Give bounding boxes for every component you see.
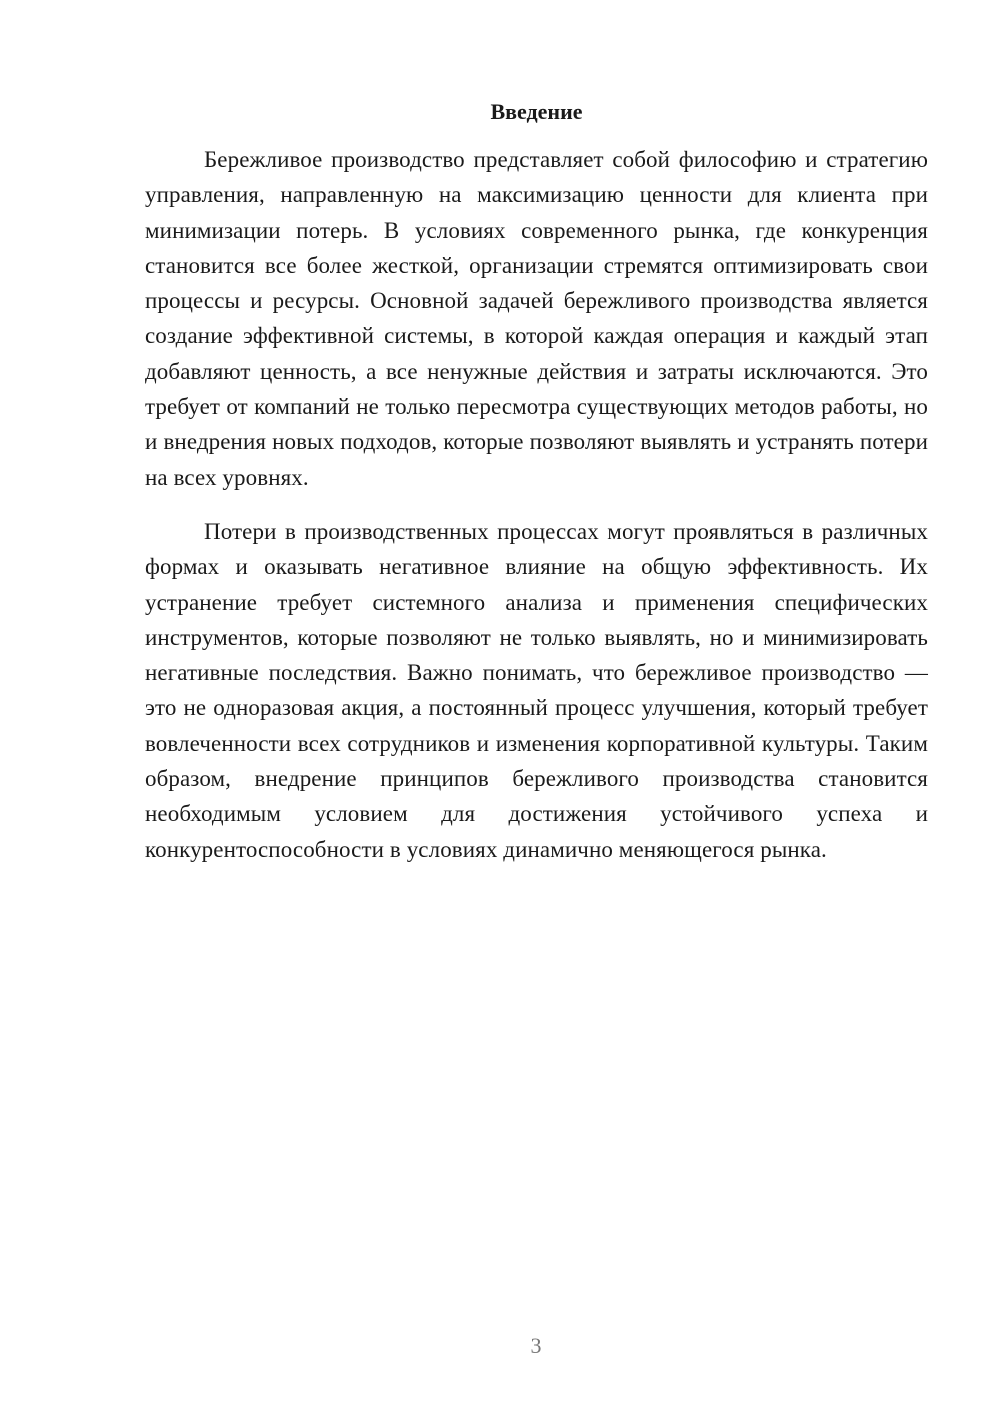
body-text xyxy=(145,142,928,886)
paragraph-2: Потери в производственных процессах могут проявляться в различных формах и оказывать негативное влияние на общую эффективность. Их устранение требует системного анализа и применения специфических инструментов, которые позволяют не только выявлять, но и минимизировать негативные последствия. Важно понимать, что бережливое производство — это не одноразовая акция, а постоянный процесс улучшения, который требует вовлеченности всех сотрудников и изменения корпоративной культуры. Таким образом, внедрение принципов бережливого производства становится необходимым условием для достижения устойчивого успеха и конкурентоспособности в условиях динамично меняющегося рынка. xyxy=(145,518,928,862)
page-number: 3 xyxy=(530,1333,542,1358)
page-title: Введение xyxy=(490,99,583,124)
paragraph-1: Бережливое производство представляет собой философию и стратегию управления, направленную на максимизацию ценности для клиента при минимизации потерь. В условиях современного рынка, где конкуренция становится все более жесткой, организации стремятся оптимизировать свои процессы и ресурсы. Основной задачей бережливого производства является создание эффективной системы, в которой каждая операция и каждый этап добавляют ценность, а все ненужные действия и затраты исключаются. Это требует от компаний не только пересмотра существующих методов работы, но и внедрения новых подходов, которые позволяют выявлять и устранять потери на всех уровнях. xyxy=(145,147,928,490)
